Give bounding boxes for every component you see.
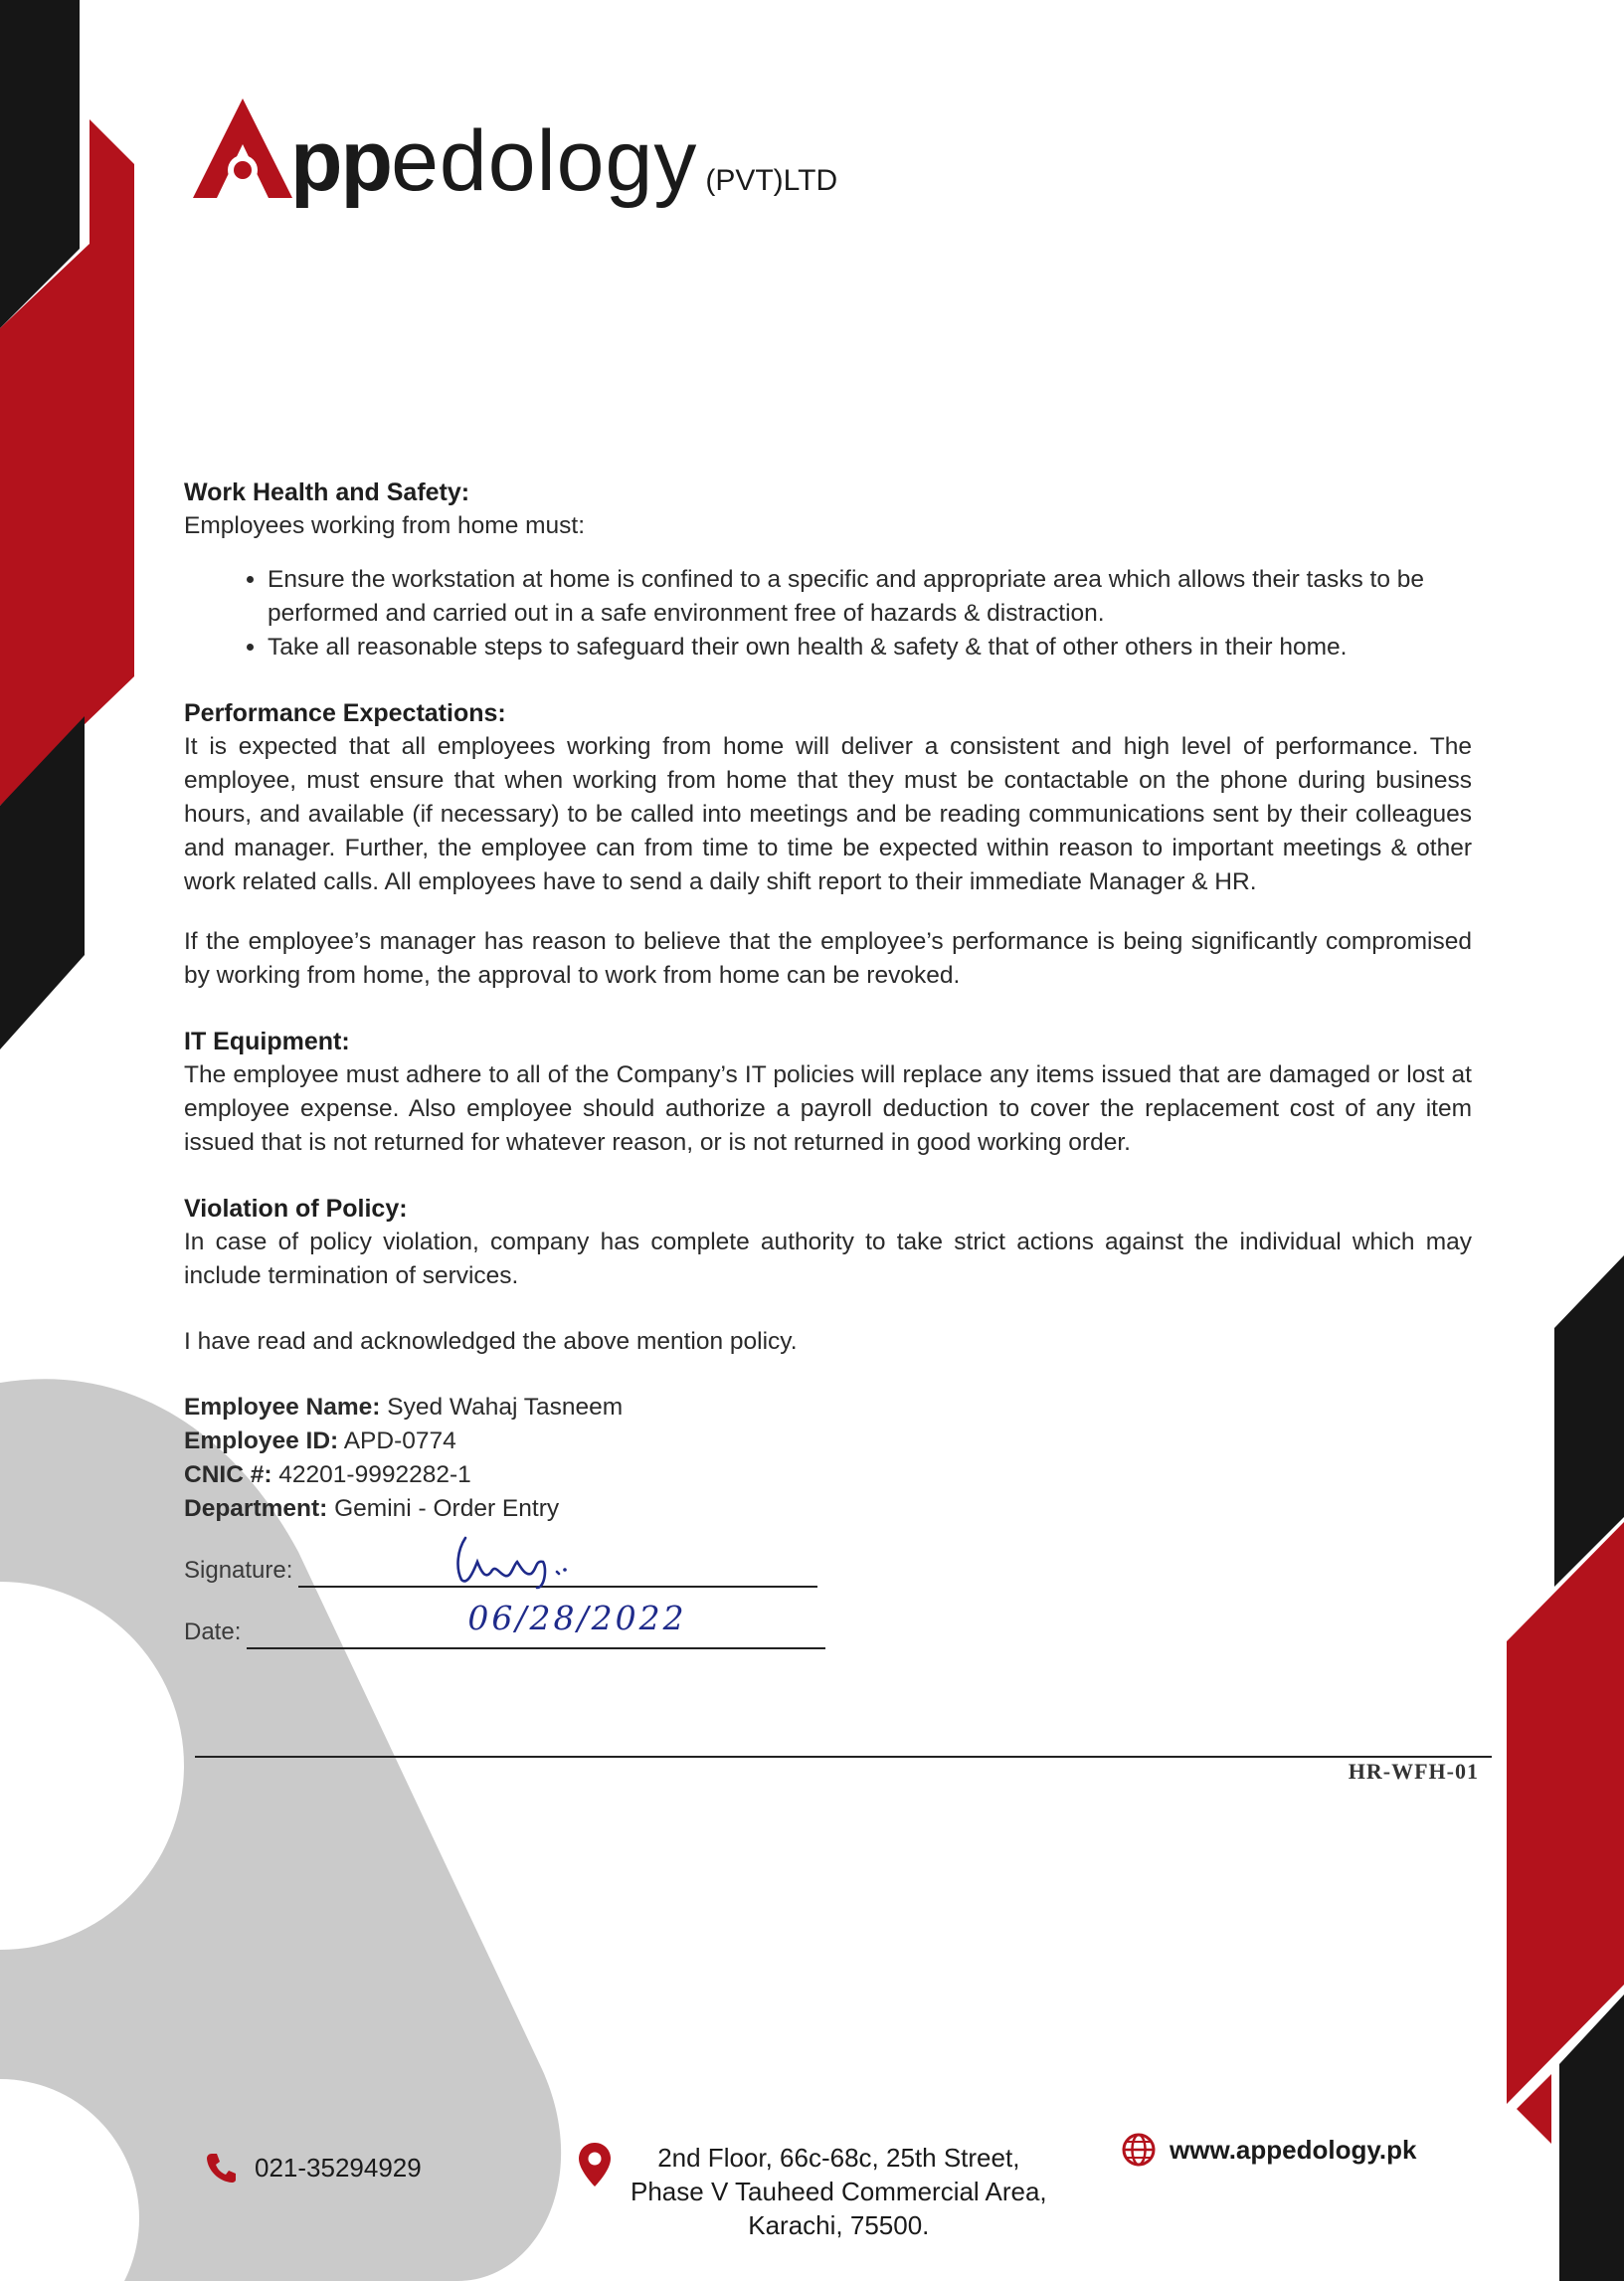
department-line bbox=[184, 1492, 1472, 1526]
signature-row bbox=[184, 1526, 1472, 1588]
cnic-line bbox=[184, 1458, 1472, 1492]
performance-para-2: If the employee’s manager has reason to believe that the employee’s performance is being significantly compromised by working from home, the approval to work from home can be revoked. bbox=[184, 928, 1472, 989]
phone-number: 021-35294929 bbox=[255, 2152, 422, 2183]
whs-intro: Employees working from home must: bbox=[184, 512, 586, 539]
phone-icon bbox=[205, 2151, 239, 2185]
form-divider bbox=[195, 1756, 1492, 1758]
date-row bbox=[184, 1588, 1472, 1649]
whs-bullet-list bbox=[184, 563, 1472, 665]
department-label: Department: bbox=[184, 1495, 328, 1522]
section-heading-violation: Violation of Policy: bbox=[184, 1195, 408, 1223]
company-logo bbox=[189, 95, 838, 209]
website-link[interactable]: www.appedology.pk bbox=[1170, 2134, 1417, 2165]
employee-name-line bbox=[184, 1391, 1472, 1425]
handwritten-date: 06/28/2022 bbox=[467, 1599, 687, 1637]
cnic-label: CNIC #: bbox=[184, 1461, 272, 1488]
employee-name-value: Syed Wahaj Tasneem bbox=[387, 1394, 624, 1421]
globe-icon bbox=[1122, 2133, 1156, 2167]
department-value: Gemini - Order Entry bbox=[334, 1495, 560, 1522]
it-para: The employee must adhere to all of the Company’s IT policies will replace any items issued that are damaged or lost at employee expense. Also employee should authorize a payroll deduction to cover the replacement cost of any item issued that is not returned for whatever reason, or is not returned in good working order. bbox=[184, 1061, 1472, 1156]
logo-suffix: (PVT)LTD bbox=[705, 164, 838, 197]
whs-bullet: • Ensure the workstation at home is confined to a specific and appropriate area which allows their tasks to be performed and carried out in a safe environment free of hazards & distraction. bbox=[268, 563, 1472, 631]
employee-id-line bbox=[184, 1425, 1472, 1458]
logo-a-mark-icon bbox=[189, 95, 296, 204]
date-line bbox=[247, 1599, 825, 1649]
address-block bbox=[631, 2141, 1047, 2242]
address-line: Phase V Tauheed Commercial Area, bbox=[631, 2177, 1047, 2206]
employee-id-value: APD-0774 bbox=[343, 1427, 456, 1454]
signature-line bbox=[298, 1542, 817, 1588]
logo-text-bold: pp bbox=[290, 113, 392, 209]
section-heading-performance: Performance Expectations: bbox=[184, 699, 506, 727]
policy-content bbox=[184, 475, 1472, 1649]
cnic-value: 42201-9992282-1 bbox=[278, 1461, 471, 1488]
date-label: Date: bbox=[184, 1618, 242, 1645]
employee-id-label: Employee ID: bbox=[184, 1427, 339, 1454]
section-heading-whs: Work Health and Safety: bbox=[184, 478, 470, 506]
handwritten-signature bbox=[448, 1532, 607, 1590]
performance-para-1: It is expected that all employees working from home will deliver a consistent and high level of performance. The employee, must ensure that when working from home that they must be contactable on the phone during business hours, and available (if necessary) to be called into meetings and be reading communications sent by their colleagues and manager. Further, the employee can from time to time be expected within reason to important meetings & other work related calls. All employees have to send a daily shift report to their immediate Manager & HR. bbox=[184, 733, 1472, 895]
address-line: Karachi, 75500. bbox=[748, 2210, 930, 2240]
footer-website bbox=[1122, 2133, 1416, 2167]
signature-label: Signature: bbox=[184, 1557, 293, 1584]
footer-phone bbox=[205, 2151, 422, 2185]
logo-text-light: edology bbox=[391, 113, 698, 209]
form-code: HR-WFH-01 bbox=[1348, 1759, 1479, 1784]
footer-address bbox=[577, 2141, 1047, 2242]
violation-para: In case of policy violation, company has complete authority to take strict actions against the individual which may include termination of services. bbox=[184, 1229, 1472, 1289]
employee-name-label: Employee Name: bbox=[184, 1394, 381, 1421]
acknowledgement-text: I have read and acknowledged the above mention policy. bbox=[184, 1328, 798, 1355]
location-pin-icon bbox=[577, 2141, 613, 2188]
address-line: 2nd Floor, 66c-68c, 25th Street, bbox=[657, 2143, 1020, 2173]
whs-bullet: • Take all reasonable steps to safeguard their own health & safety & that of other others in their home. bbox=[268, 631, 1472, 665]
section-heading-it: IT Equipment: bbox=[184, 1028, 350, 1055]
